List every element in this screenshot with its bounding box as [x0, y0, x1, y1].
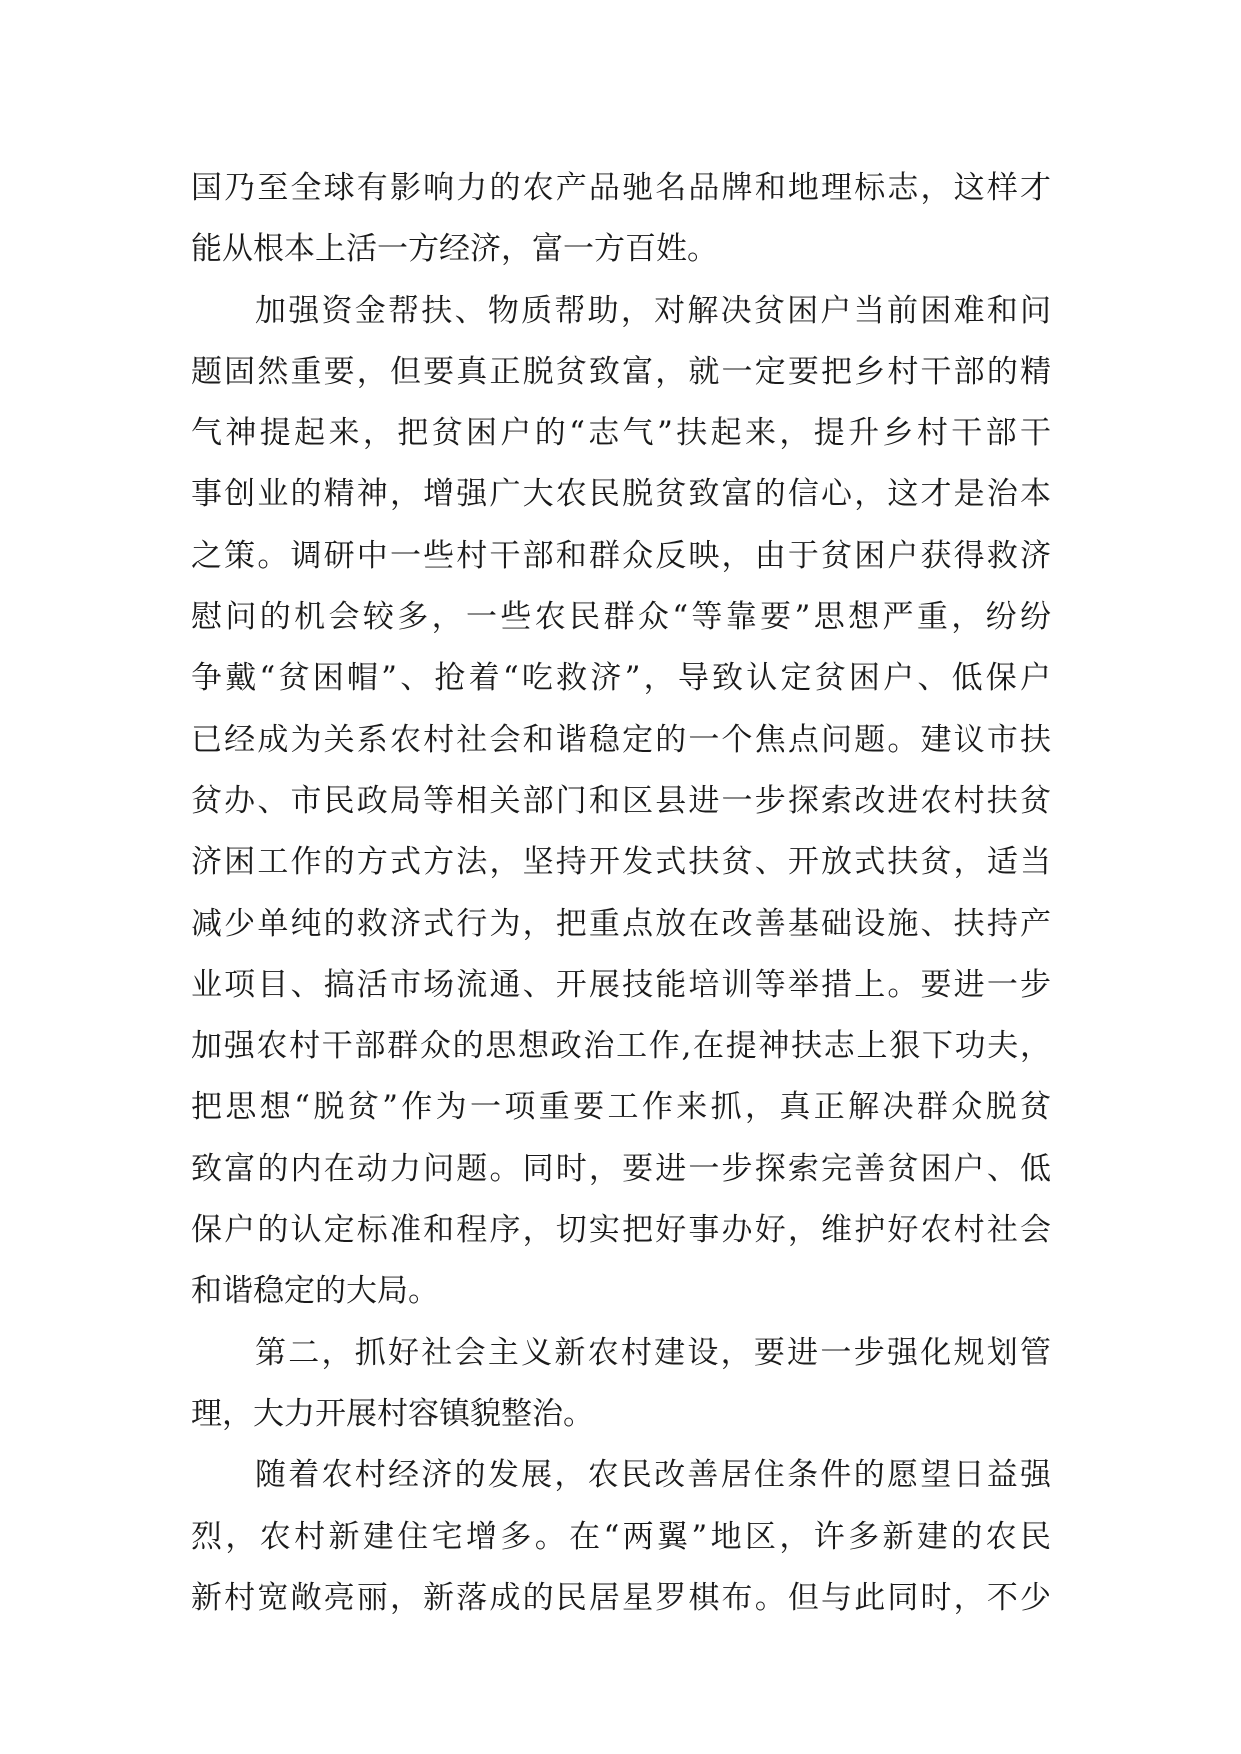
text-line: 能从根本上活一方经济，富一方百姓。 — [191, 231, 718, 268]
text-line: 加强资金帮扶、物质帮助，对解决贫困户当前困难和问 — [255, 292, 1051, 329]
text-line: 之策。调研中一些村干部和群众反映，由于贫困户获得救济 — [191, 537, 1051, 574]
text-line: 气神提起来，把贫困户的“志气”扶起来，提升乡村干部干 — [191, 415, 1051, 452]
text-line: 争戴“贫困帽”、抢着“吃救济”，导致认定贫困户、低保户 — [191, 660, 1051, 697]
text-line: 事创业的精神，增强广大农民脱贫致富的信心，这才是治本 — [191, 476, 1051, 513]
text-line: 贫办、市民政局等相关部门和区县进一步探索改进农村扶贫 — [191, 782, 1051, 819]
text-line: 加强农村干部群众的思想政治工作,在提神扶志上狠下功夫， — [191, 1028, 1051, 1065]
text-line: 慰问的机会较多，一些农民群众“等靠要”思想严重，纷纷 — [191, 599, 1051, 636]
text-line: 把思想“脱贫”作为一项重要工作来抓，真正解决群众脱贫 — [191, 1089, 1051, 1126]
text-line: 题固然重要，但要真正脱贫致富，就一定要把乡村干部的精 — [191, 353, 1051, 390]
text-line: 理，大力开展村容镇貌整治。 — [191, 1395, 594, 1432]
text-line: 新村宽敞亮丽，新落成的民居星罗棋布。但与此同时，不少 — [191, 1579, 1051, 1616]
text-line: 保户的认定标准和程序，切实把好事办好，维护好农村社会 — [191, 1212, 1051, 1249]
text-line: 已经成为关系农村社会和谐稳定的一个焦点问题。建议市扶 — [191, 721, 1051, 758]
text-line: 随着农村经济的发展，农民改善居住条件的愿望日益强 — [255, 1457, 1051, 1494]
body-text — [191, 158, 1051, 1629]
text-line: 和谐稳定的大局。 — [191, 1273, 439, 1310]
text-line: 业项目、搞活市场流通、开展技能培训等举措上。要进一步 — [191, 966, 1051, 1003]
text-line: 烈，农村新建住宅增多。在“两翼”地区，许多新建的农民 — [191, 1518, 1051, 1555]
text-line: 济困工作的方式方法，坚持开发式扶贫、开放式扶贫，适当 — [191, 844, 1051, 881]
text-line: 减少单纯的救济式行为，把重点放在改善基础设施、扶持产 — [191, 905, 1051, 942]
text-line: 致富的内在动力问题。同时，要进一步探索完善贫困户、低 — [191, 1150, 1051, 1187]
text-line: 国乃至全球有影响力的农产品驰名品牌和地理标志，这样才 — [191, 170, 1051, 206]
text-line: 第二，抓好社会主义新农村建设，要进一步强化规划管 — [255, 1334, 1051, 1371]
